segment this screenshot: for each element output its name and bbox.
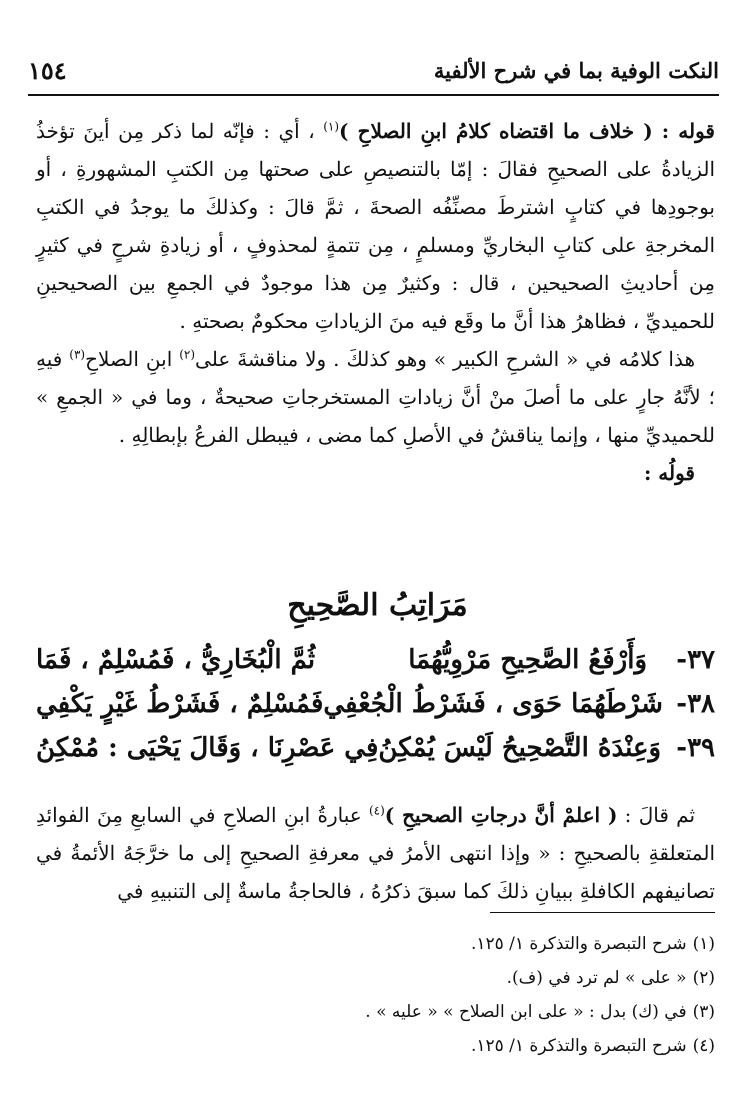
footnote-text: شرح التبصرة والتذكرة ١/ ١٢٥. <box>470 1036 687 1056</box>
footnote-ref: (١) <box>323 119 340 134</box>
paragraph-lead: قوله : <box>652 119 715 143</box>
main-text-bottom <box>36 776 715 930</box>
footnote-text: « على » لم ترد في (ف). <box>506 968 687 988</box>
footnote <box>36 998 715 1032</box>
verse-line <box>36 733 715 777</box>
footnote <box>36 964 715 998</box>
footnote-number: (٢) <box>692 968 715 988</box>
footnote-number: (١) <box>692 934 715 954</box>
verse-number: ٣٧- <box>676 645 715 675</box>
verse-line <box>36 689 715 733</box>
verse-first-hemistich: وَأَرْفَعُ الصَّحِيحِ مَرْوِيُّهُمَا <box>408 645 647 675</box>
paragraph-text: هذا كلامُه في « الشرحِ الكبير » وهو كذلكَ . ولا مناقشةَ على <box>195 347 695 371</box>
paragraph-text: ابنِ الصلاحِ <box>85 347 180 371</box>
verse-first-hemistich: شَرْطَهُمَا حَوَى ، فَشَرْطُ الْجُعْفِي <box>323 689 663 719</box>
verse-line <box>36 645 715 689</box>
footnote-ref: (٤) <box>368 803 385 818</box>
running-title: النكت الوفية بما في شرح الألفية <box>433 58 719 83</box>
footnote-number: (٣) <box>692 1002 715 1022</box>
paragraph-text: عبارةُ ابنِ الصلاحِ في السابعِ مِنَ الفوائدِ المتعلقةِ بالصحيحِ : « وإذا انتهى الأمرُ في معرفةِ الصحيحِ إلى ما خرَّجَهُ الأئمةُ في تصانيفهم الكافلةِ ببيانِ ذلكَ كما سبقَ ذكرُهُ ، فالحاجةُ ماسةٌ إلى التنبيهِ في <box>36 803 715 903</box>
main-text-top <box>36 112 715 492</box>
paragraph-text: ، أي : فإنّه لما ذكر مِن أينَ تؤخذُ الزيادةُ على الصحيحِ فقالَ : إمّا بالتنصيصِ على صحتها مِن الكتبِ المشهورةِ ، أو بوجودِها في كتابٍ اشترطَ مصنِّفُه الصحةَ ، ثمَّ قالَ : وكذلكَ ما يوجدُ في الكتبِ المخرجةِ على كتابِ البخاريِّ ومسلمٍ ، مِن تتمةٍ لمحذوفٍ ، أو زيادةِ شرحٍ في كثيرٍ مِن أحاديثِ الصحيحين ، قال : وكثيرٌ مِن هذا موجودٌ في الجمعِ بين الصحيحينِ للحميديِّ ، فظاهرُ هذا أنَّ ما وقَع فيه منَ الزياداتِ محكومٌ بصحتهِ . <box>36 119 715 333</box>
paragraph-4 <box>36 796 715 910</box>
page-number: ١٥٤ <box>28 56 67 85</box>
verse-number: ٣٨- <box>676 689 715 719</box>
page-header <box>28 54 719 96</box>
verse-second-hemistich: ثُمَّ الْبُخَارِيُّ ، فَمُسْلِمٌ ، فَمَا <box>36 645 316 675</box>
quoted-phrase: ( اعلمْ أنَّ درجاتِ الصحيحِ ) <box>384 803 618 827</box>
paragraph-lead: ثم قالَ : <box>617 803 696 827</box>
paragraph-3 <box>36 454 715 492</box>
footnote-text: في (ك) بدل : « على ابن الصلاح » « عليه » . <box>365 1002 687 1022</box>
quoted-phrase: ( خلاف ما اقتضاه كلامُ ابنِ الصلاحِ ) <box>339 119 653 143</box>
footnote <box>36 1032 715 1066</box>
verse-second-hemistich: فَمُسْلِمٌ ، فَشَرْطُ غَيْرٍ يَكْفِي <box>36 689 324 719</box>
paragraph-2 <box>36 340 715 454</box>
paragraph-1 <box>36 112 715 340</box>
footnote <box>36 930 715 964</box>
verse-second-hemistich: فِي عَصْرِنَا ، وَقَالَ يَحْيَى : مُمْكِنُ <box>36 733 379 763</box>
footnote-text: شرح التبصرة والتذكرة ١/ ١٢٥. <box>470 934 687 954</box>
footnote-divider <box>490 912 715 913</box>
footnote-number: (٤) <box>692 1036 715 1056</box>
verse-first-hemistich: وَعِنْدَهُ التَّصْحِيحُ لَيْسَ يُمْكِنُ <box>378 733 662 763</box>
footnote-ref: (٢) <box>179 347 196 362</box>
verse-block <box>36 645 715 777</box>
paragraph-lead: قولُه : <box>643 461 695 485</box>
verse-number: ٣٩- <box>676 733 715 763</box>
paragraph-text: فيهِ ؛ لأنَّهُ جارٍ على ما أصلَ منْ أنَّ زياداتِ المستخرجاتِ صحيحةٌ ، وما في « الجمعِ » للحميديِّ منها ، وإنما يناقشُ في الأصلِ كما مضى ، فيبطل الفرعُ بإبطالِهِ . <box>36 347 715 447</box>
section-heading: مَرَاتِبُ الصَّحِيحِ <box>287 588 468 623</box>
footnotes <box>36 930 715 1066</box>
footnote-ref: (٣) <box>69 347 86 362</box>
